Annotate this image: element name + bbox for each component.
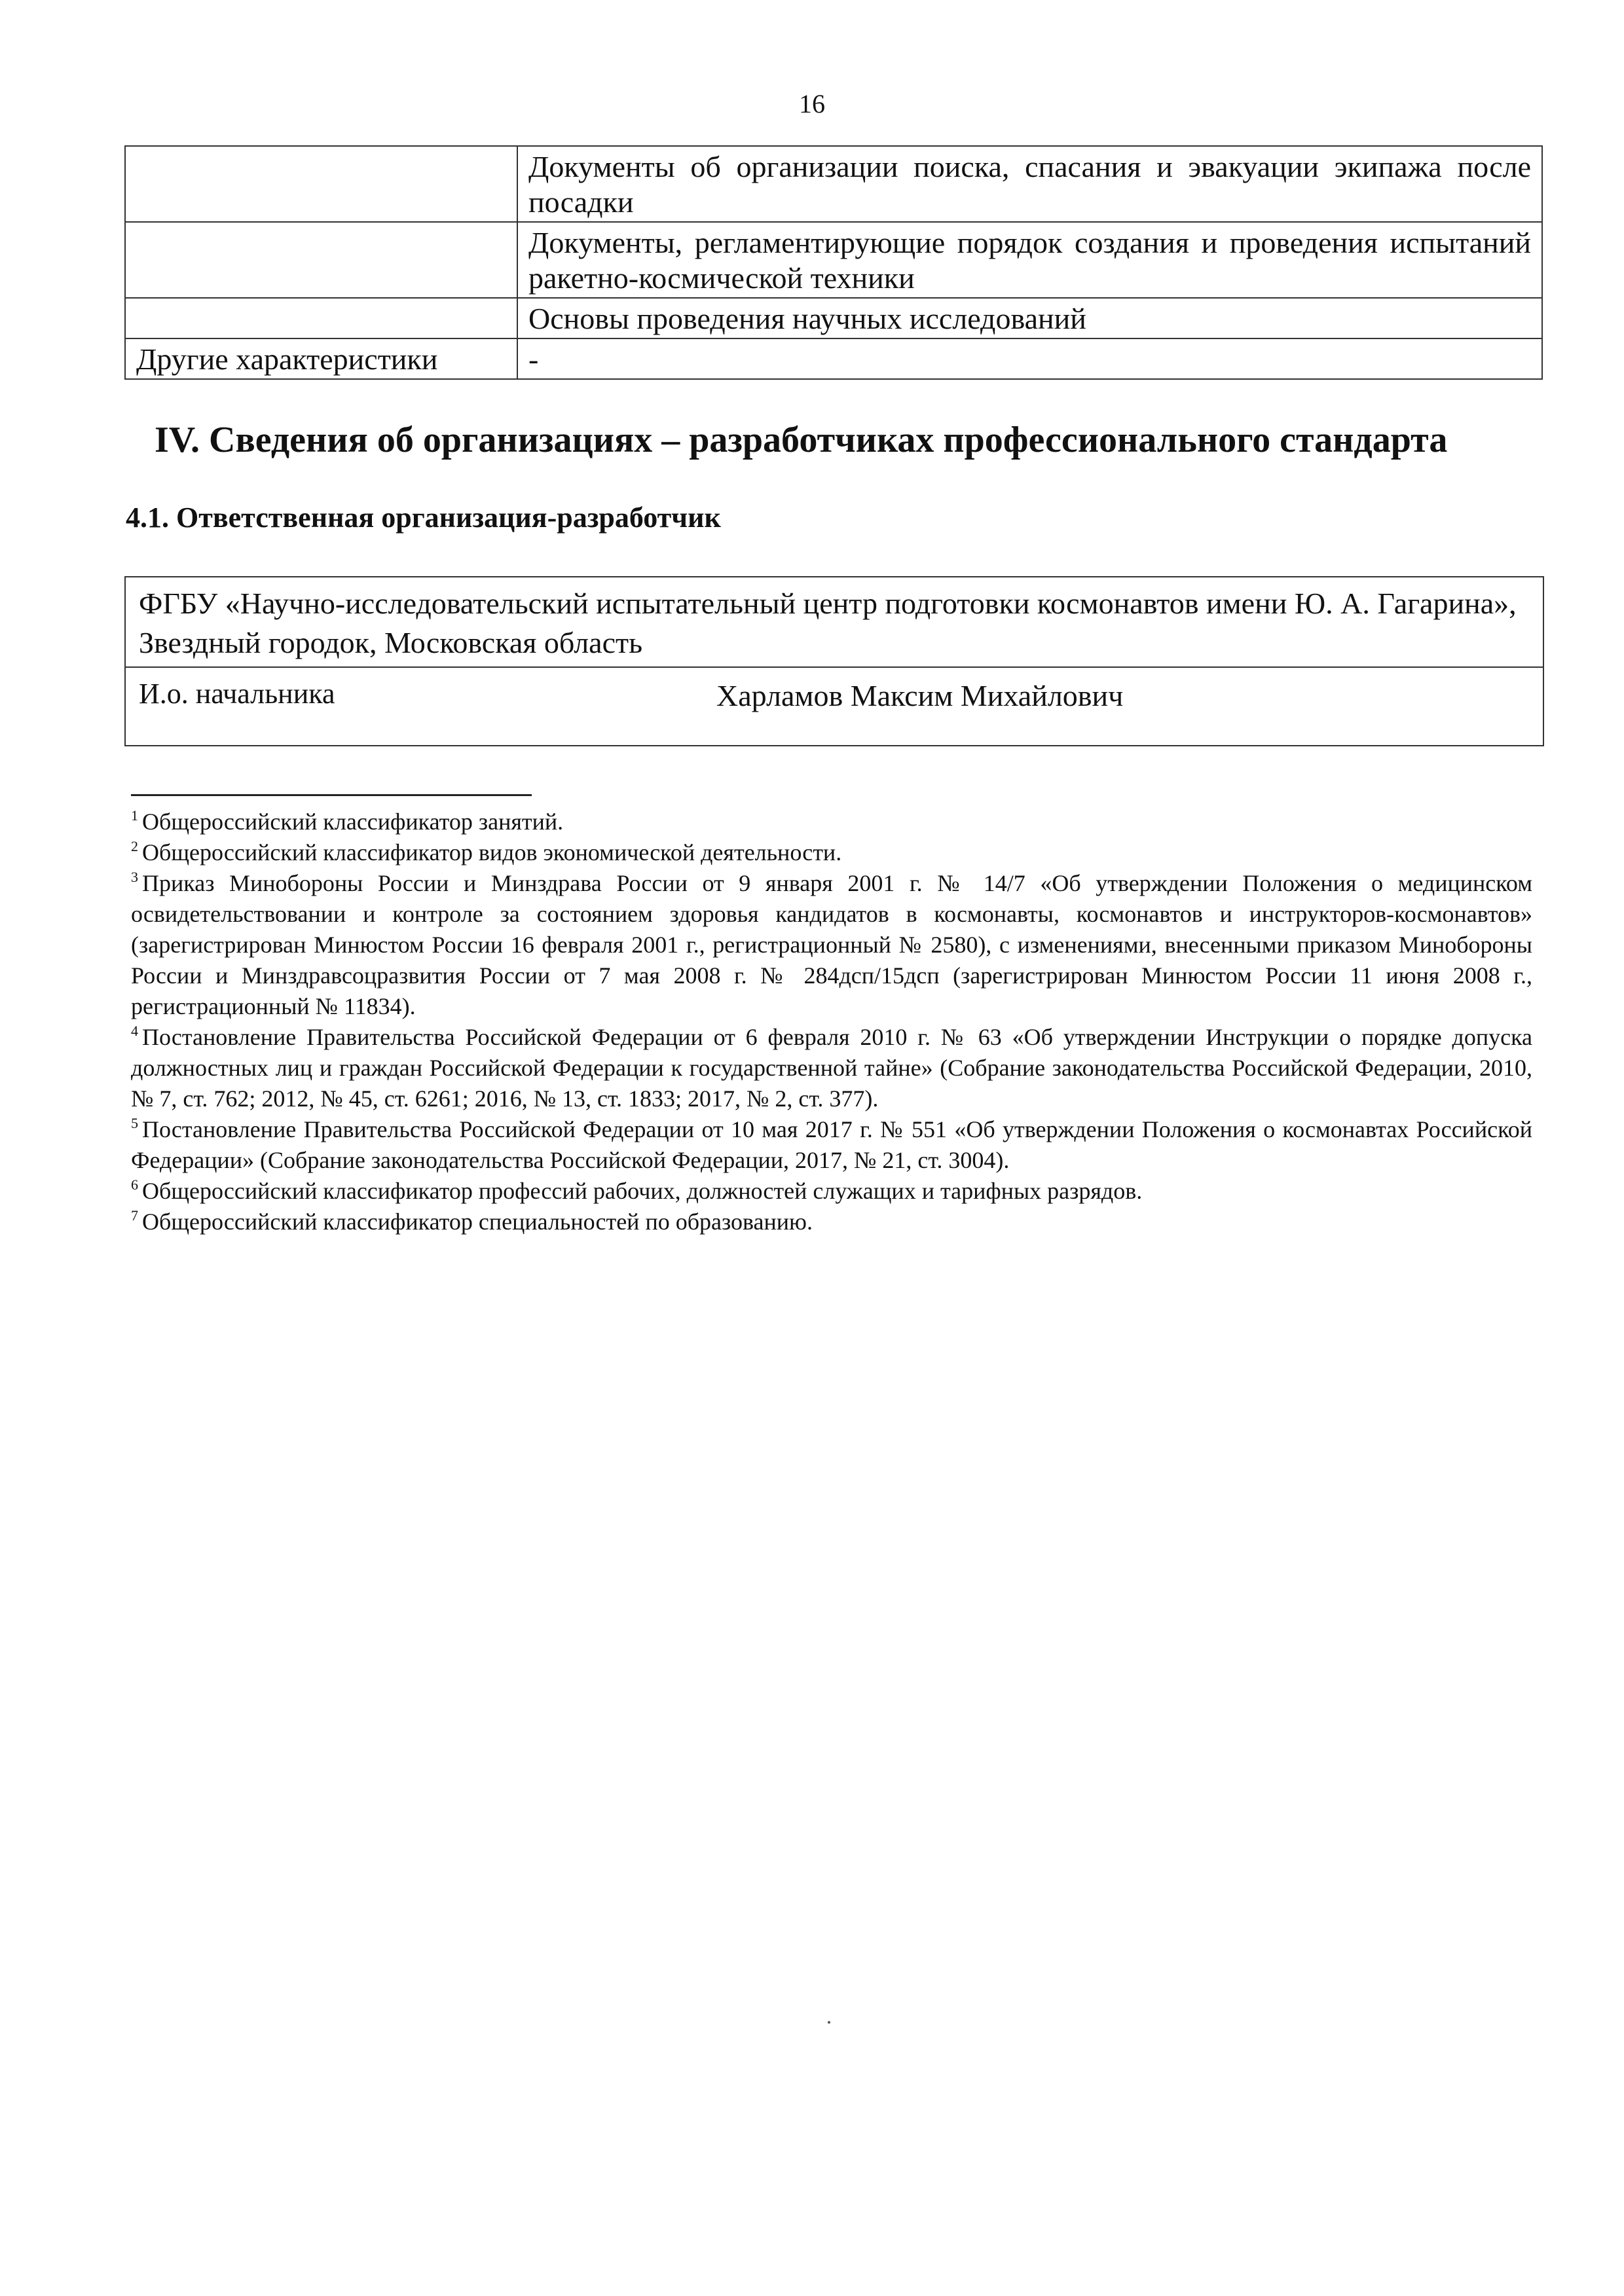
table-cell-right: Документы, регламентирующие порядок создания и проведения испытаний ракетно-космической техники (517, 222, 1542, 298)
page-number: 16 (799, 89, 825, 118)
section-title: IV. Сведения об организациях – разработчиках профессионального стандарта (155, 420, 1448, 460)
table-cell-left (125, 298, 517, 338)
table-cell-left (125, 222, 517, 298)
scan-speck (828, 2021, 830, 2024)
table-cell-left (125, 146, 517, 222)
footnote-text: Постановление Правительства Российской Федерации от 10 мая 2017 г. № 551 «Об утверждении Положения о космонавтах Российской Федерации» (Собрание законодательства Российской Федерации, 2017, № 21, ст. 3004). (131, 1116, 1532, 1173)
organization-name: ФГБУ «Научно-исследовательский испытательный центр подготовки космонавтов имени Ю. А. Гагарина», Звездный городок, Московская область (126, 577, 1543, 668)
footnote-text: Общероссийский классификатор занятий. (142, 809, 564, 835)
organization-signatory-row (126, 668, 1543, 745)
footnote (131, 807, 1532, 837)
footnote-text: Общероссийский классификатор специальностей по образованию. (142, 1209, 813, 1235)
table-row (125, 146, 1542, 222)
footnote-number: 4 (131, 1023, 138, 1039)
footnote-number: 7 (131, 1207, 138, 1224)
signatory-name: Харламов Максим Михайлович (716, 679, 1124, 712)
footnote-text: Общероссийский классификатор видов экономической деятельности. (142, 839, 842, 866)
footnote (131, 837, 1532, 868)
table-cell-right: Основы проведения научных исследований (517, 298, 1542, 338)
footnotes (131, 807, 1532, 1237)
footnote (131, 1022, 1532, 1114)
footnote-separator (131, 794, 532, 796)
footnote-number: 1 (131, 807, 138, 824)
footnote (131, 1207, 1532, 1237)
footnote-number: 6 (131, 1176, 138, 1193)
qualifications-table (124, 145, 1543, 380)
footnote (131, 868, 1532, 1022)
table-cell-right: Документы об организации поиска, спасания и эвакуации экипажа после посадки (517, 146, 1542, 222)
table-row (125, 298, 1542, 338)
footnote-number: 3 (131, 869, 138, 885)
footnote-text: Постановление Правительства Российской Федерации от 6 февраля 2010 г. № 63 «Об утверждении Инструкции о порядке допуска должностных лиц и граждан Российской Федерации к государственной тайне» (Собрание законодательства Российской Федерации, 2010, № 7, ст. 762; 2012, № 45, ст. 6261; 2016, № 13, ст. 1833; 2017, № 2, ст. 377). (131, 1024, 1532, 1112)
footnote-number: 2 (131, 838, 138, 854)
subsection-title: 4.1. Ответственная организация-разработчик (126, 501, 721, 534)
table-row (125, 222, 1542, 298)
footnote-text: Общероссийский классификатор профессий рабочих, должностей служащих и тарифных разрядов. (142, 1178, 1143, 1204)
footnote-number: 5 (131, 1115, 138, 1131)
table-row (125, 338, 1542, 379)
other-characteristics-value: - (517, 338, 1542, 379)
footnote-text: Приказ Минобороны России и Минздрава России от 9 января 2001 г. № 14/7 «Об утверждении Положения о медицинском освидетельствовании и контроле за состоянием здоровья кандидатов в космонавты, космонавтов и инструкторов-космонавтов» (зарегистрирован Минюстом России 16 февраля 2001 г., регистрационный № 2580), с изменениями, внесенными приказом Минобороны России и Минздравсоцразвития России от 7 мая 2008 г. № 284дсп/15дсп (зарегистрирован Минюстом России 11 июня 2008 г., регистрационный № 11834). (131, 870, 1532, 1019)
signatory-role: И.о. начальника (139, 678, 335, 710)
other-characteristics-label: Другие характеристики (125, 338, 517, 379)
developer-organization-box (124, 576, 1544, 746)
footnote (131, 1176, 1532, 1207)
footnote (131, 1114, 1532, 1176)
